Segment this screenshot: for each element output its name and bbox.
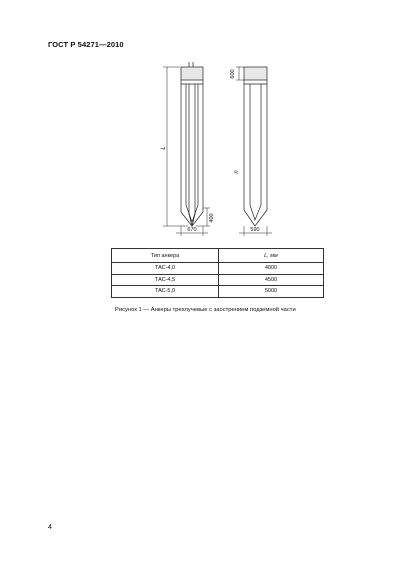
table-row bbox=[112, 263, 324, 275]
left-width-dimension: 670 bbox=[187, 227, 197, 233]
column-header-type: Тип анкера bbox=[112, 249, 219, 263]
tip-height-dimension: 400 bbox=[209, 213, 215, 223]
document-header: ГОСТ Р 54271—2010 bbox=[48, 40, 124, 49]
right-anchor bbox=[244, 67, 267, 226]
table-cell-type: ТАС-4,0 bbox=[112, 263, 219, 275]
column-header-length: L, мм bbox=[219, 249, 324, 263]
table-cell-type: ТАС-4,5 bbox=[112, 274, 219, 286]
table-cell-type: ТАС-5,0 bbox=[112, 286, 219, 298]
table-cell-length: 5000 bbox=[219, 286, 324, 298]
top-height-dimension: 600 bbox=[230, 69, 236, 79]
table-header-row bbox=[112, 249, 324, 263]
n-label: n bbox=[234, 170, 240, 174]
left-anchor bbox=[181, 62, 203, 226]
table-row bbox=[112, 286, 324, 298]
length-label: L bbox=[161, 146, 167, 150]
table-row bbox=[112, 274, 324, 286]
anchor-spec-table bbox=[111, 248, 324, 298]
table-cell-length: 4500 bbox=[219, 274, 324, 286]
right-width-dimension: 590 bbox=[250, 227, 260, 233]
table-cell-length: 4000 bbox=[219, 263, 324, 275]
page-number: 4 bbox=[48, 524, 52, 531]
figure-caption: Рисунок 1 — Анкеры трехлучевые с заострением подземной части bbox=[115, 307, 296, 313]
anchor-drawing bbox=[0, 0, 414, 260]
